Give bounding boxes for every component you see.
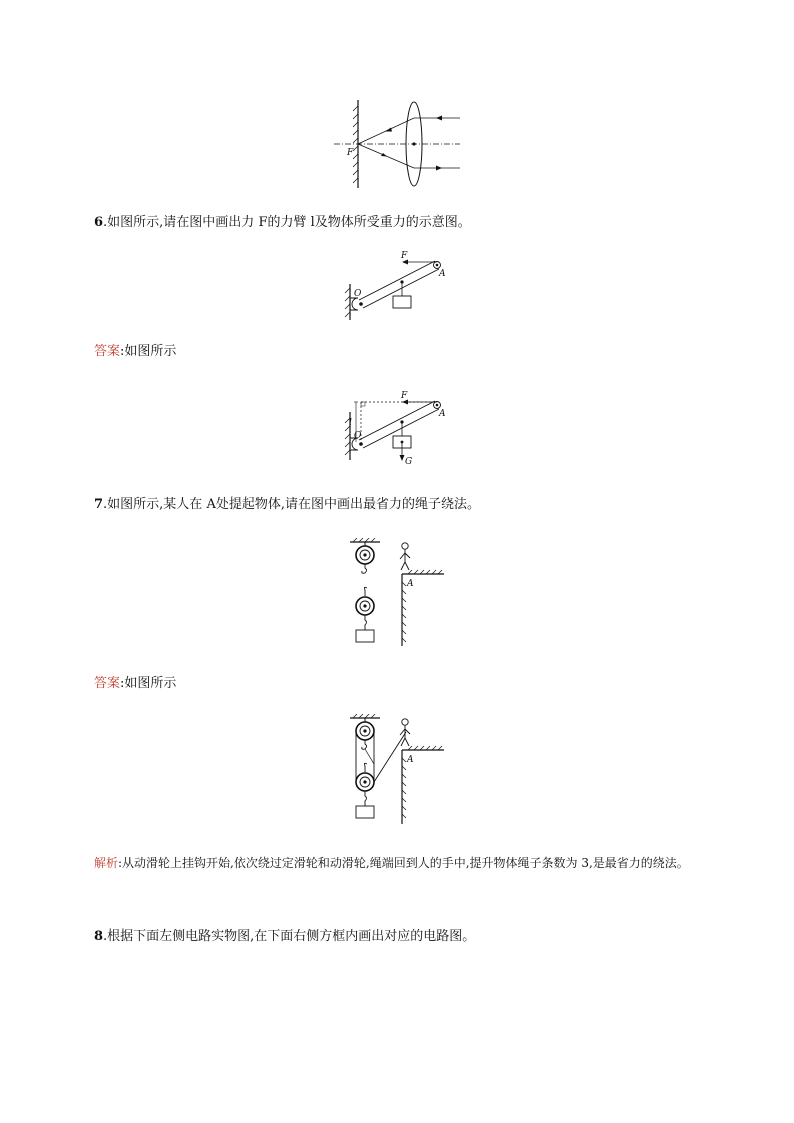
pulley-figure (344, 538, 474, 650)
explanation-7 (94, 848, 694, 878)
lever-label-f: F (401, 251, 408, 261)
lever-answer-label-a: A (439, 409, 446, 419)
question-8 (94, 928, 475, 946)
answer-6-text: :如图所示 (120, 344, 177, 359)
answer-6 (94, 343, 176, 361)
lens-figure (330, 96, 465, 192)
question-8-text: .根据下面左侧电路实物图,在下面右侧方框内画出对应的电路图。 (103, 929, 476, 944)
lever-answer-label-f: F (401, 391, 408, 401)
question-6-text: .如图所示,请在图中画出力 F的力臂 l及物体所受重力的示意图。 (103, 215, 471, 230)
pulley-answer-label-a: A (407, 755, 414, 765)
answer-7-text: :如图所示 (120, 676, 177, 691)
answer-6-label: 答案 (94, 344, 121, 359)
explanation-7-label: 解析 (94, 856, 119, 870)
pulley-answer-figure (344, 714, 474, 828)
lever-label-a: A (439, 269, 446, 279)
explanation-7-text: :从动滑轮上挂钩开始,依次绕过定滑轮和动滑轮,绳端回到人的手中,提升物体绳子条数为 3,是最省力的绕法。 (118, 856, 689, 870)
answer-7 (94, 675, 176, 693)
lever-answer-label-o: O (354, 431, 362, 441)
lever-answer-figure (344, 388, 454, 468)
lever-answer-label-g: G (405, 457, 413, 467)
question-6 (94, 214, 471, 232)
answer-7-label: 答案 (94, 676, 121, 691)
question-7 (94, 496, 480, 514)
question-6-number: 6 (94, 215, 104, 230)
question-7-text: .如图所示,某人在 A处提起物体,请在图中画出最省力的绳子绕法。 (103, 497, 480, 512)
lever-figure (344, 248, 454, 322)
question-7-number: 7 (94, 497, 104, 512)
lever-answer-label-l: l (349, 418, 352, 428)
pulley-label-a: A (407, 579, 414, 589)
question-8-number: 8 (94, 929, 104, 944)
lens-focus-label: F (347, 148, 354, 158)
lever-label-o: O (354, 289, 362, 299)
